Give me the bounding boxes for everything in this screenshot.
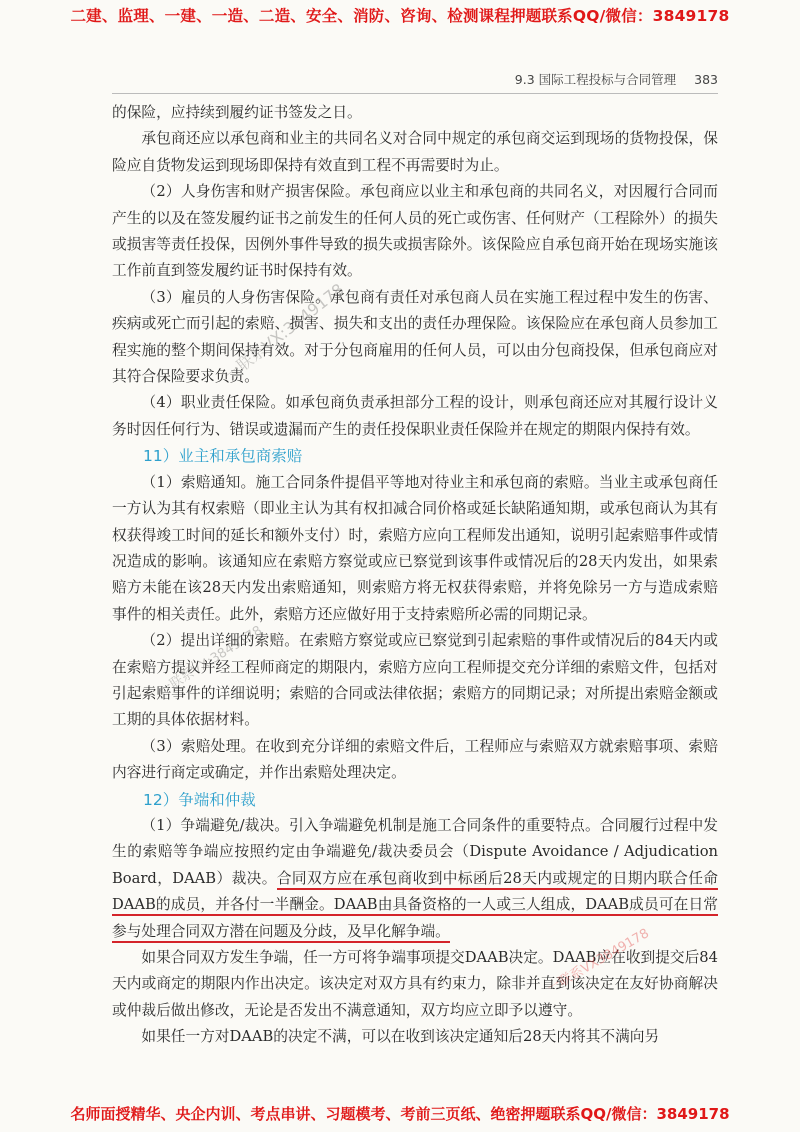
paragraph [112,813,718,945]
section-heading-11: 11）业主和承包商索赔 [143,447,303,466]
top-banner: 二建、监理、一建、一造、二造、安全、消防、咨询、检测课程押题联系QQ/微信：3849178 [70,7,730,25]
paragraph: （3）索赔处理。在收到充分详细的索赔文件后，工程师应与索赔双方就索赔事项、索赔内容进行商定或确定，并作出索赔处理决定。 [112,737,718,782]
watermark: 一联系VX:3849178 [156,623,266,700]
paragraph: （4）职业责任保险。如承包商负责承担部分工程的设计，则承包商还应对其履行设计义务时因任何行为、错误或遗漏而产生的责任投保职业责任保险并在规定的期限内保持有效。 [112,394,718,438]
page-body [112,100,718,1051]
paragraph: （2）人身伤害和财产损害保险。承包商应以业主和承包商的共同名义，对因履行合同而产生的以及在签发履约证书之前发生的任何人员的死亡或伤害、任何财产（工程除外）的损失或损害等责任投保，因例外事件导致的损失或损害除外。该保险应自承包商开始在现场实施该工作前直到签发履约证书时保持有效。 [112,183,718,280]
paragraph: （2）提出详细的索赔。在索赔方察觉或应已察觉到引起索赔的事件或情况后的84天内或在索赔方提议并经工程师商定的期限内，索赔方应向工程师提交充分详细的索赔文件，包括对引起索赔事件的详细说明；索赔的合同或法律依据；索赔方的同期记录；对所提出索赔金额或工期的具体依据材料。 [112,632,718,729]
paragraph: 承包商还应以承包商和业主的共同名义对合同中规定的承包商交运到现场的货物投保，保险应自货物发运到现场即保持有效直到工程不再需要时为止。 [112,130,718,174]
underlined-text: 合同双方应在承包商收到中标函后28天内或规定的日期内联合任命DAAB的成员，并各付一半酬金。DAAB由具备资格的一人或三人组成，DAAB成员可在日常参与处理合同双方潜在问题及分歧，及早化解争端。 [112,870,718,943]
paragraph: 如果合同双方发生争端，任一方可将争端事项提交DAAB决定。DAAB应在收到提交后84天内或商定的期限内作出决定。该决定对双方具有约束力，除非并直到该决定在友好协商解决或仲裁后做出修改，无论是否发出不满意通知，双方均应立即予以遵守。 [112,949,718,1019]
section-heading-12: 12）争端和仲裁 [143,790,256,809]
page-number: 383 [694,72,718,87]
paragraph: （3）雇员的人身伤害保险。承包商有责任对承包商人员在实施工程过程中发生的伤害、疾病或死亡而引起的索赔、损害、损失和支出的责任办理保险。该保险应在承包商人员参加工程实施的整个期间保持有效。对于分包商雇用的任何人员，可以由分包商投保，但承包商应对其符合保险要求负责。 [112,288,718,386]
header-rule [112,93,718,94]
watermark: 一联系VX:3849178 [220,279,348,385]
paragraph: （1）索赔通知。施工合同条件提倡平等地对待业主和承包商的索赔。当业主或承包商任一方认为其有权索赔（即业主认为其有权扣减合同价格或延长缺陷通知期，或承包商认为其有权获得竣工时间的延长和额外支付）时，索赔方应向工程师发出通知，说明引起索赔事件或情况造成的影响。该通知应在索赔方察觉或应已察觉到该事件或情况后的28天内发出，如果索赔方未能在该28天内发出索赔通知，则索赔方将无权获得索赔，并将免除另一方与造成索赔事件的相关责任。此外，索赔方还应做好用于支持索赔所必需的同期记录。 [112,473,718,623]
watermark: 一联系VX3849178 [544,926,652,997]
bottom-banner: 名师面授精华、央企内训、考点串讲、习题模考、考前三页纸、绝密押题联系QQ/微信：3849178 [70,1105,730,1123]
paragraph-text: （1）争端避免/裁决。引入争端避免机制是施工合同条件的重要特点。合同履行过程中发生的索赔等争端应按照约定由争端避免/裁决委员会（Dispute Avoidance / Adjudication Board，DAAB）裁决。 [112,816,718,887]
section-title: 9.3 国际工程投标与合同管理 [514,72,677,87]
running-head [515,70,718,88]
paragraph: 如果任一方对DAAB的决定不满，可以在收到该决定通知后28天内将其不满向另 [141,1028,660,1046]
paragraph: 的保险，应持续到履约证书签发之日。 [112,104,362,121]
